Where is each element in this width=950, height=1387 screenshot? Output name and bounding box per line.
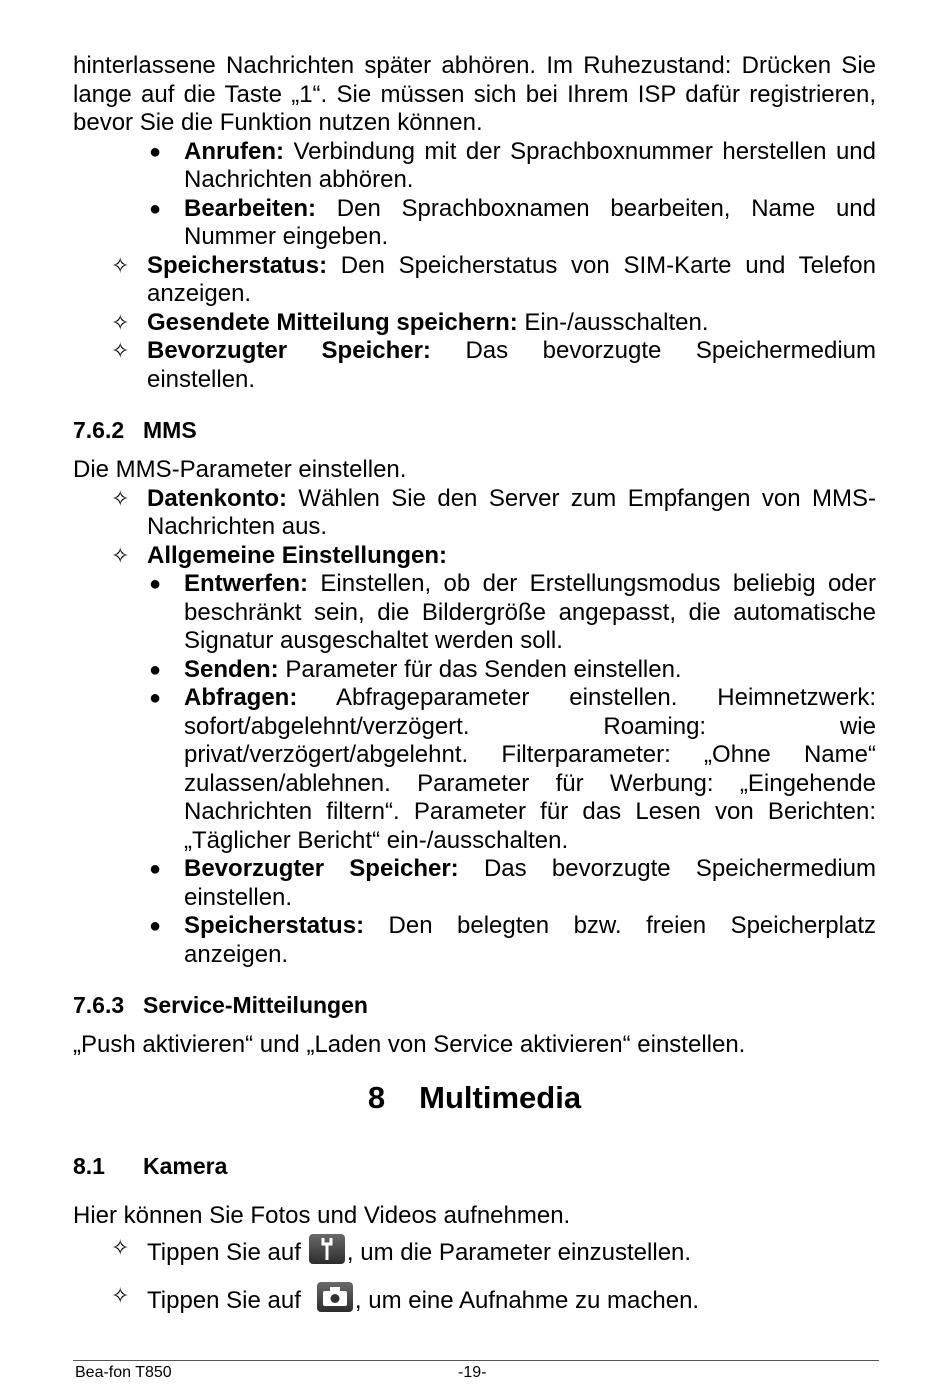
camera-icon xyxy=(317,1282,353,1312)
star-bullet-icon: ✧ xyxy=(111,542,130,568)
star-bullet-icon: ✧ xyxy=(111,338,130,363)
star-bullet-icon: ✧ xyxy=(111,252,130,278)
star-bullet-icon: ✧ xyxy=(111,485,130,511)
section-heading-kamera: 8.1 Kamera xyxy=(73,1152,228,1179)
kamera-intro: Hier können Sie Fotos und Videos aufnehmen. xyxy=(73,1201,571,1229)
list-item: ✧ Datenkonto: Wählen Sie den Server zum Empfangen von MMS-Nachrichten aus. xyxy=(111,484,876,540)
page-footer xyxy=(73,1360,879,1381)
mms-intro: Die MMS-Parameter einstellen. xyxy=(73,456,407,483)
list-item: ✧ Gesendete Mitteilung speichern: Ein-/ausschalten. xyxy=(111,308,709,336)
service-text: „Push aktivieren“ und „Laden von Service aktivieren“ einstellen. xyxy=(73,1031,746,1058)
list-item: ✧ Allgemeine Einstellungen: xyxy=(111,541,448,569)
bullet-dot-icon: ● xyxy=(149,658,162,681)
list-item: ● Abfragen: Abfrageparameter einstellen. Heimnetzwerk: sofort/abgelehnt/verzögert. Roaming: wie privat/verzögert/abgelehnt. Filterparameter: „Ohne Name“ zulassen/ablehnen. Parameter für Werbung: „Eingehende Nachrichten filtern“. Parameter für das Lesen von Berichten: „Täglicher Bericht“ ein-/ausschalten. xyxy=(149,684,876,854)
bullet-dot-icon: ● xyxy=(149,687,162,709)
list-item: ✧ Speicherstatus: Den Speicherstatus von SIM-Karte und Telefon anzeigen. xyxy=(111,251,876,307)
star-bullet-icon: ✧ xyxy=(111,1282,130,1308)
list-item: ✧ Tippen Sie auf , um eine Aufnahme zu machen. xyxy=(111,1282,700,1314)
list-item: ● Anrufen: Verbindung mit der Sprachboxnummer herstellen und Nachrichten abhören. xyxy=(149,137,876,193)
section-heading-service: 7.6.3 Service-Mitteilungen xyxy=(73,992,368,1018)
star-bullet-icon: ✧ xyxy=(111,309,130,335)
section-heading-mms: 7.6.2 MMS xyxy=(73,417,197,443)
bullet-dot-icon: ● xyxy=(149,573,162,595)
page-number: -19- xyxy=(458,1364,487,1381)
list-item: ● Bevorzugter Speicher: Das bevorzugte Speichermedium einstellen. xyxy=(149,855,876,911)
bullet-dot-icon: ● xyxy=(149,915,162,937)
bullet-dot-icon: ● xyxy=(149,858,162,880)
list-item: ✧ Bevorzugter Speicher: Das bevorzugte Speichermedium einstellen. xyxy=(111,337,876,393)
list-item: ✧ Tippen Sie auf , um die Parameter einzustellen. xyxy=(111,1235,692,1266)
list-item: ● Senden: Parameter für das Senden einstellen. xyxy=(149,655,682,683)
bullet-dot-icon: ● xyxy=(149,197,162,220)
star-bullet-icon: ✧ xyxy=(111,1235,130,1260)
settings-wrench-icon xyxy=(309,1234,345,1264)
bullet-dot-icon: ● xyxy=(149,140,162,163)
list-item: ● Bearbeiten: Den Sprachboxnamen bearbeiten, Name und Nummer eingeben. xyxy=(149,194,876,250)
chapter-heading: 8 Multimedia xyxy=(367,1079,582,1115)
document-page xyxy=(73,52,876,1315)
footer-model: Bea-fon T850 xyxy=(75,1364,172,1381)
list-item: ● Entwerfen: Einstellen, ob der Erstellungsmodus beliebig oder beschränkt sein, die Bildergröße angepasst, die automatische Signatur ausgeschaltet werden soll. xyxy=(149,570,876,654)
intro-paragraph: hinterlassene Nachrichten später abhören. Im Ruhezustand: Drücken Sie lange auf die Taste „1“. Sie müssen sich bei Ihrem ISP dafür registrieren, bevor Sie die Funktion nutzen können. xyxy=(73,52,876,136)
list-item: ● Speicherstatus: Den belegten bzw. freien Speicherplatz anzeigen. xyxy=(149,912,876,968)
